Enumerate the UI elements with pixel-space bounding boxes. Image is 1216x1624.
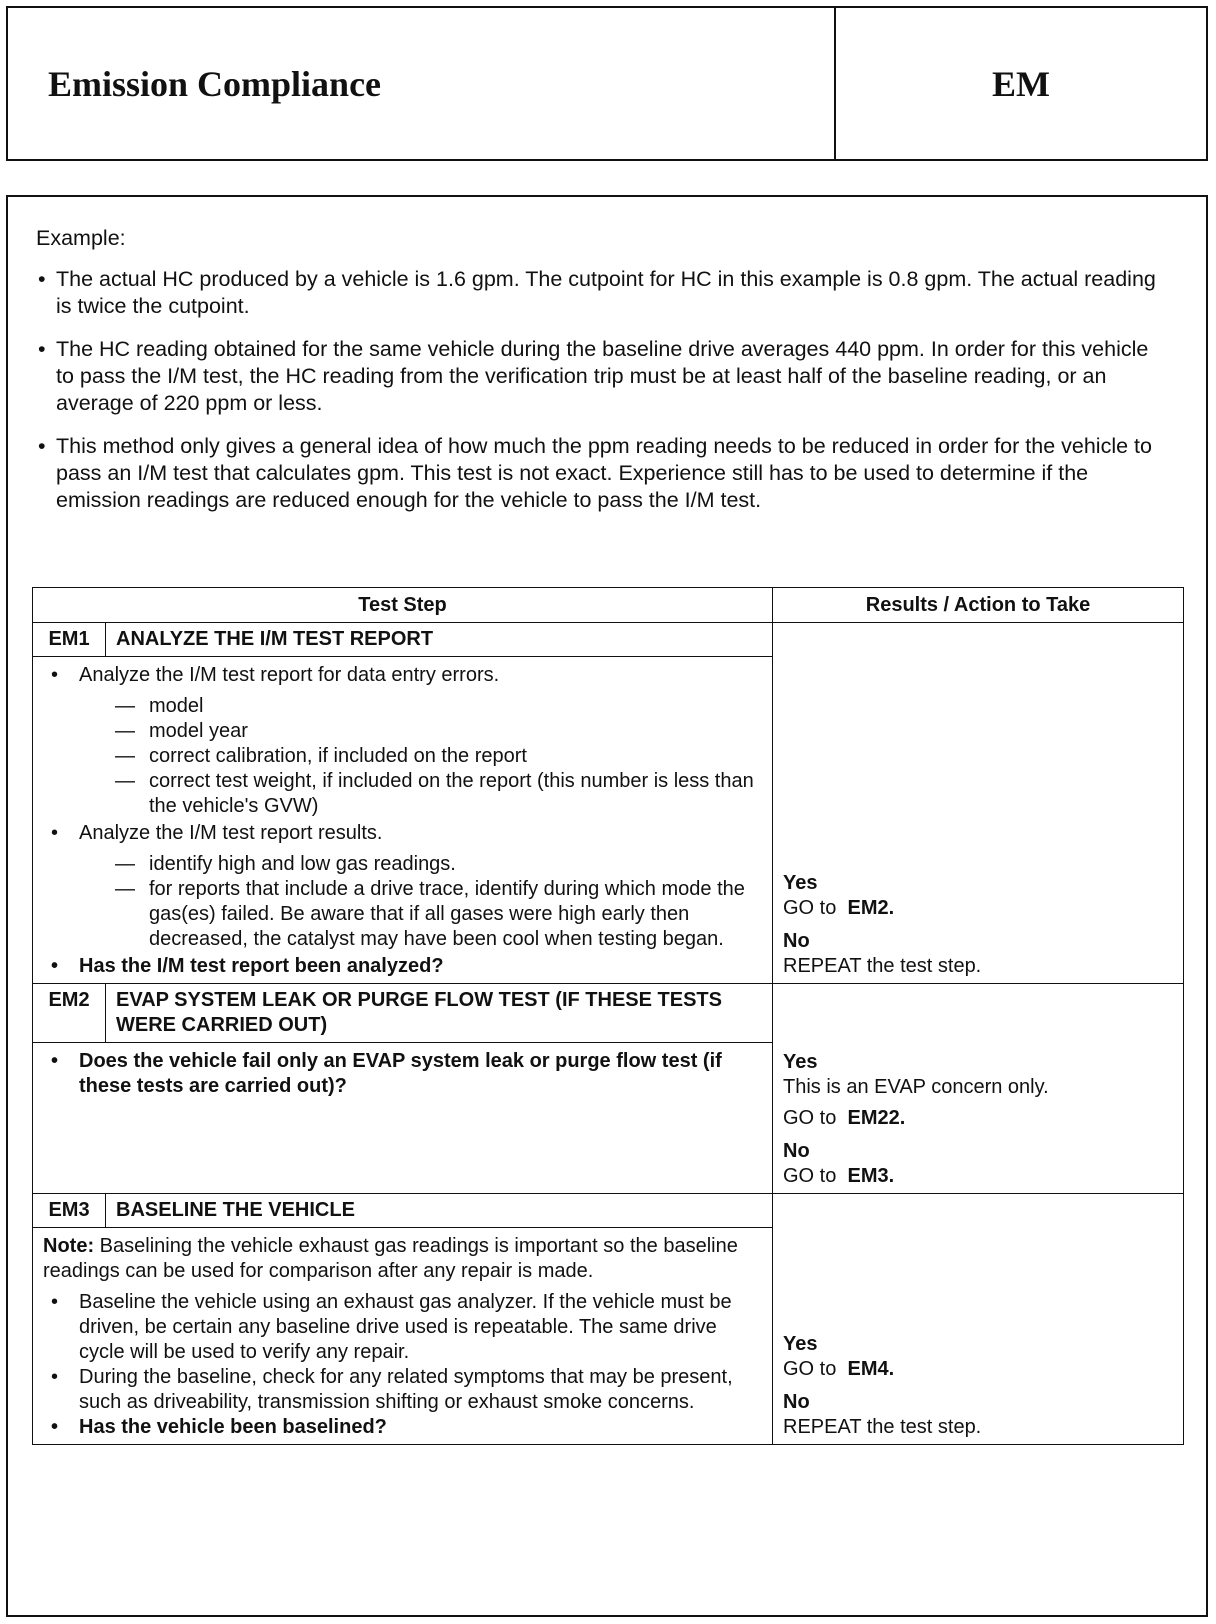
sub-item: — correct calibration, if included on the report	[115, 744, 762, 769]
goto-target: EM3.	[847, 1165, 895, 1187]
step-body	[33, 657, 773, 984]
sub-item: — model	[115, 694, 762, 719]
goto-target: EM22.	[847, 1107, 906, 1129]
step-em3-title-row	[33, 1194, 1184, 1228]
no-label: No	[783, 1391, 810, 1413]
sub-item: — model year	[115, 719, 762, 744]
step-instructions	[43, 1049, 762, 1099]
goto-target: EM2.	[847, 897, 895, 919]
sub-item: — identify high and low gas readings.	[115, 852, 762, 877]
step-result	[773, 623, 1184, 984]
step-em2-title-row	[33, 984, 1184, 1043]
col-test-step: Test Step	[33, 588, 773, 623]
table-header-row	[33, 588, 1184, 623]
action-text: GO to	[783, 897, 837, 919]
test-step-table	[32, 587, 1184, 1445]
instruction-item	[43, 821, 762, 952]
instruction-item: • During the baseline, check for any related symptoms that may be present, such as driveability, transmission shifting or exhaust smoke concerns.	[43, 1365, 762, 1415]
sub-item: — for reports that include a drive trace, identify during which mode the gas(es) failed. Be aware that if all gases were high early then decreased, the catalyst may have been cool when testing began.	[115, 877, 762, 952]
example-section	[36, 225, 1166, 530]
sub-list	[79, 852, 762, 952]
sub-item: — correct test weight, if included on the report (this number is less than the vehicle's GVW)	[115, 769, 762, 819]
yes-label: Yes	[783, 872, 818, 894]
page-header	[6, 6, 1208, 161]
yes-label: Yes	[783, 1333, 818, 1355]
page-title: Emission Compliance	[48, 63, 382, 104]
step-em1-title-row	[33, 623, 1184, 657]
no-label: No	[783, 1140, 810, 1162]
instruction-text: Analyze the I/M test report for data entry errors.	[79, 664, 500, 686]
step-result	[773, 1194, 1184, 1445]
example-item: • The actual HC produced by a vehicle is 1.6 gpm. The cutpoint for HC in this example is 0.8 gpm. The actual reading is twice the cutpoint.	[36, 266, 1166, 320]
header-title-cell	[8, 8, 836, 159]
yes-action	[783, 896, 1173, 921]
sub-list	[79, 694, 762, 819]
example-list	[36, 266, 1166, 514]
step-title: EVAP SYSTEM LEAK OR PURGE FLOW TEST (IF THESE TESTS WERE CARRIED OUT)	[106, 984, 773, 1043]
note-text: Baselining the vehicle exhaust gas readings is important so the baseline readings can be used for comparison after any repair is made.	[43, 1235, 738, 1282]
step-title: BASELINE THE VEHICLE	[106, 1194, 773, 1228]
step-question: • Has the I/M test report been analyzed?	[43, 954, 762, 979]
step-body	[33, 1228, 773, 1445]
goto-target: EM4.	[847, 1358, 895, 1380]
section-code: EM	[992, 63, 1050, 104]
step-result	[773, 984, 1184, 1194]
yes-note: This is an EVAP concern only.	[783, 1076, 1049, 1098]
no-action	[783, 1164, 1173, 1189]
yes-label: Yes	[783, 1051, 818, 1073]
header-code-cell	[836, 8, 1206, 159]
col-results: Results / Action to Take	[773, 588, 1184, 623]
step-title: ANALYZE THE I/M TEST REPORT	[106, 623, 773, 657]
step-instructions	[43, 1290, 762, 1440]
action-text: GO to	[783, 1107, 837, 1129]
action-text: GO to	[783, 1358, 837, 1380]
no-label: No	[783, 930, 810, 952]
step-instructions	[43, 663, 762, 979]
step-number: EM3	[33, 1194, 106, 1228]
step-question: • Does the vehicle fail only an EVAP system leak or purge flow test (if these tests are carried out)?	[43, 1049, 762, 1099]
example-item: • This method only gives a general idea of how much the ppm reading needs to be reduced in order for the vehicle to pass an I/M test that calculates gpm. This test is not exact. Experience still has to be used to determine if the emission readings are reduced enough for the vehicle to pass the I/M test.	[36, 433, 1166, 514]
example-label: Example:	[36, 226, 126, 250]
action-text: GO to	[783, 1165, 837, 1187]
yes-action	[783, 1106, 1173, 1131]
step-number: EM2	[33, 984, 106, 1043]
instruction-item	[43, 663, 762, 819]
step-note	[43, 1234, 762, 1284]
content-panel	[6, 195, 1208, 1617]
no-action: REPEAT the test step.	[783, 955, 982, 977]
note-label: Note:	[43, 1235, 95, 1257]
yes-action	[783, 1357, 1173, 1382]
instruction-item: • Baseline the vehicle using an exhaust gas analyzer. If the vehicle must be driven, be certain any baseline drive used is repeatable. The same drive cycle will be used to verify any repair.	[43, 1290, 762, 1365]
example-item: • The HC reading obtained for the same vehicle during the baseline drive averages 440 ppm. In order for this vehicle to pass the I/M test, the HC reading from the verification trip must be at least half of the baseline reading, or an average of 220 ppm or less.	[36, 336, 1166, 417]
step-body	[33, 1043, 773, 1194]
no-action: REPEAT the test step.	[783, 1416, 982, 1438]
step-question: • Has the vehicle been baselined?	[43, 1415, 762, 1440]
step-number: EM1	[33, 623, 106, 657]
instruction-text: Analyze the I/M test report results.	[79, 822, 383, 844]
